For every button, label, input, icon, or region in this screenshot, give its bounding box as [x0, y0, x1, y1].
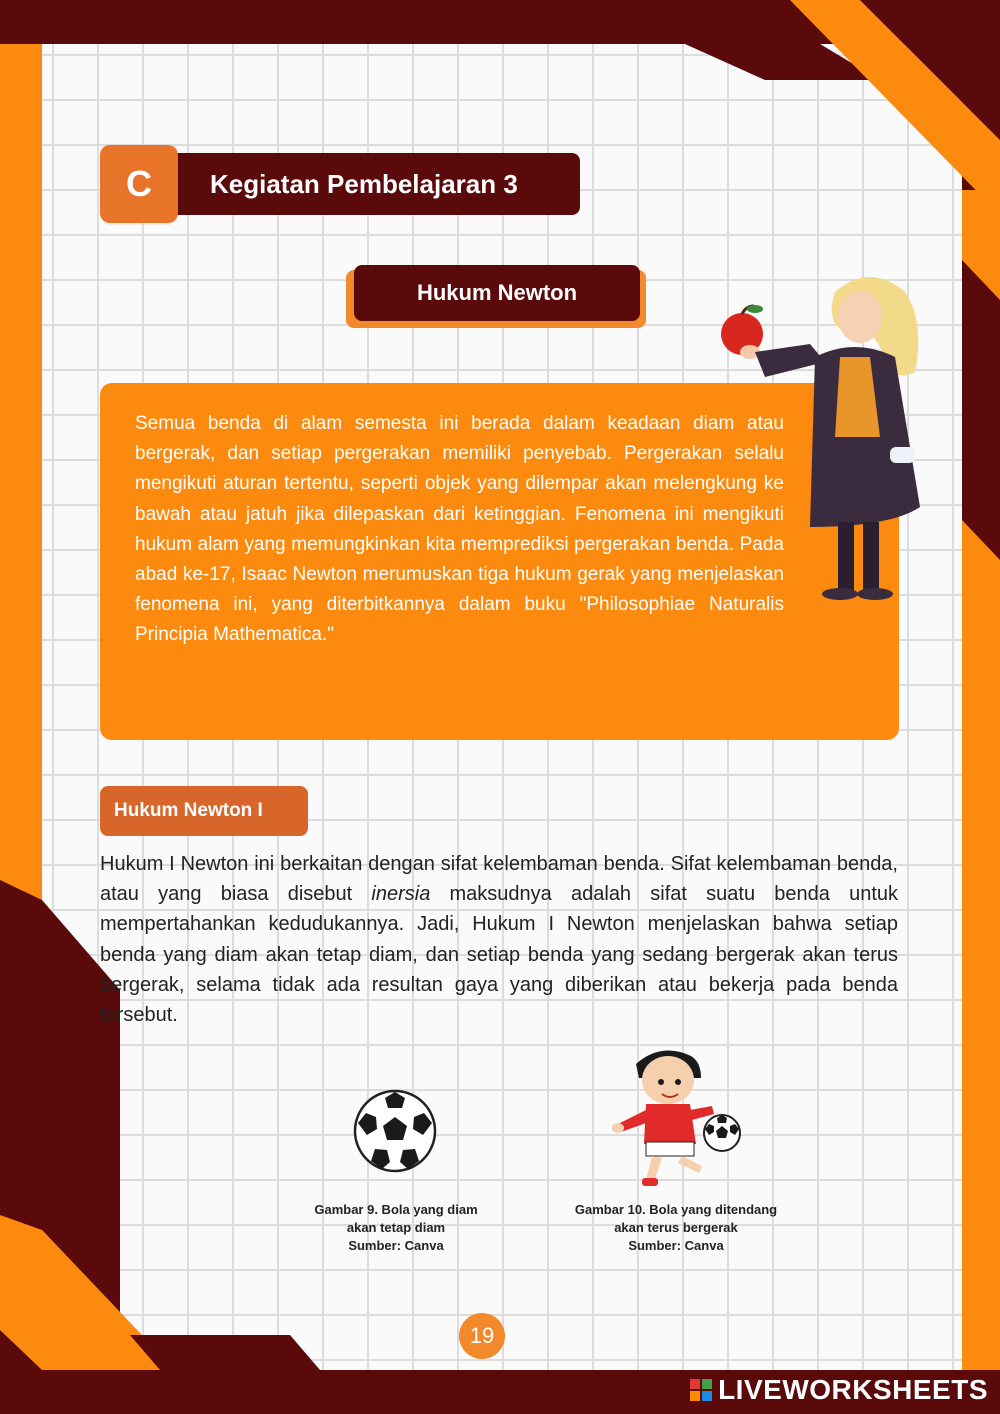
lesson-badge: C — [100, 145, 178, 223]
liveworksheets-logo-icon — [690, 1379, 712, 1401]
figure-9-source: Sumber: Canva — [348, 1238, 444, 1253]
lesson-title: Kegiatan Pembelajaran 3 — [210, 168, 518, 199]
figure-10-title: Gambar 10. Bola yang ditendang — [574, 1202, 778, 1217]
liveworksheets-watermark — [690, 1374, 988, 1406]
figure-10-source: Sumber: Canva — [628, 1238, 724, 1253]
kid-kicking-ball-illustration — [606, 1044, 746, 1189]
section-paragraph — [100, 849, 898, 1030]
term-inersia: inersia — [371, 883, 431, 906]
section-label: Hukum Newton I — [100, 786, 308, 836]
watermark-text: LIVEWORKSHEETS — [718, 1374, 988, 1405]
figure-10-title-line2: akan terus bergerak — [614, 1220, 738, 1235]
intro-paragraph: Semua benda di alam semesta ini berada dalam keadaan diam atau bergerak, dan setiap pergerakan memiliki penyebab. Pergerakan selalu mengikuti aturan tertentu, seperti objek yang dilempar akan melengkung ke bawah atau jatuh jika dilepaskan dari ketinggian. Fenomena ini mengikuti hukum alam yang memungkinkan kita memprediksi pergerakan benda. Pada abad ke-17, Isaac Newton merumuskan tiga hukum gerak yang menjelaskan fenomena ini, yang diterbitkannya dalam buku "Philosophiae Naturalis Principia Mathematica." — [135, 413, 784, 646]
topic-title: Hukum Newton — [354, 265, 640, 321]
figure-10-caption — [551, 1201, 801, 1255]
paragraph-part-2: maksudnya adalah sifat suatu benda untuk mempertahankan kedudukannya. Jadi, Hukum I Newton menjelaskan bahwa setiap benda yang diam akan tetap diam, dan setiap benda yang sedang bergerak akan terus bergerak, selama tidak ada resultan gaya yang diberikan atau bekerja pada benda tersebut. — [100, 883, 899, 1027]
page-number: 19 — [459, 1313, 505, 1359]
isaac-newton-illustration — [715, 272, 930, 602]
paragraph-part-1: Hukum I Newton ini berkaitan dengan sifat kelembaman benda. Sifat kelembaman benda, atau yang biasa disebut — [100, 853, 898, 906]
figure-9-title: Gambar 9. Bola yang diam — [314, 1202, 478, 1217]
lesson-title-bar — [160, 153, 580, 215]
soccer-ball-illustration — [353, 1089, 437, 1173]
figure-9-caption — [286, 1201, 506, 1255]
figure-9-title-line2: akan tetap diam — [346, 1220, 446, 1235]
